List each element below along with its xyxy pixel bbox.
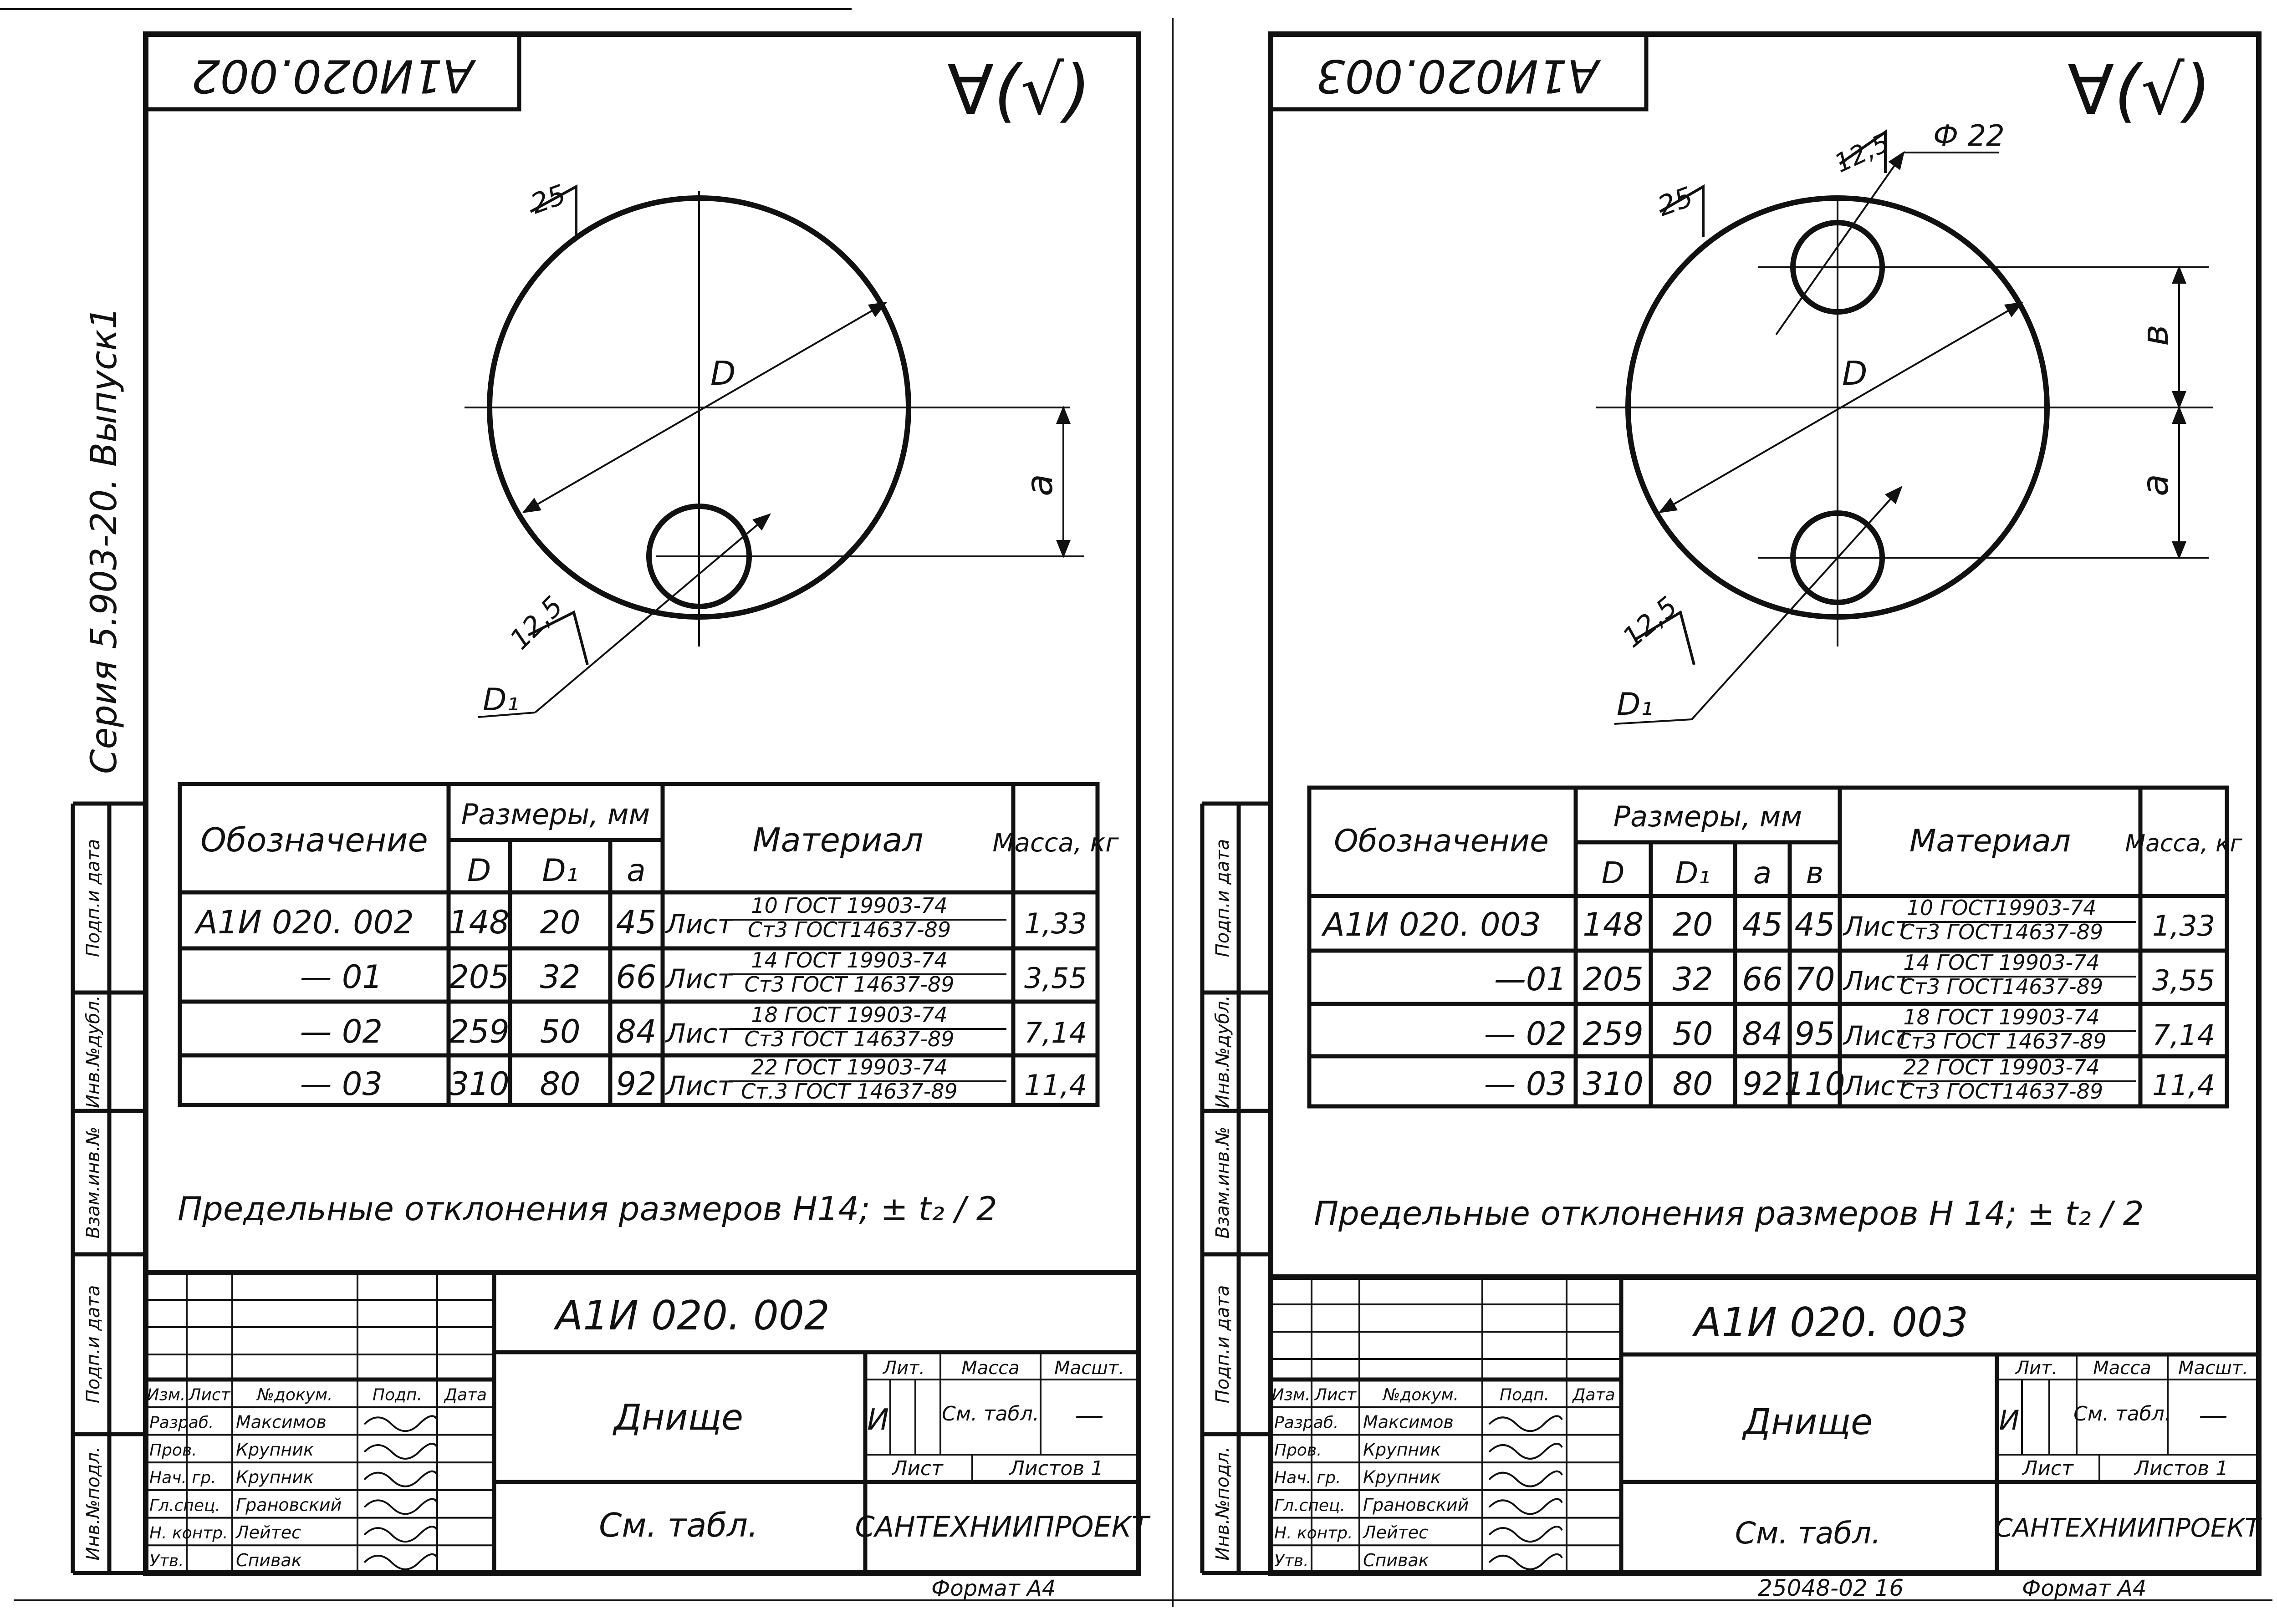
- part-drawing: [1596, 119, 2213, 724]
- tb-sheet: Лист: [892, 1457, 943, 1480]
- tb-person: Грановский: [1363, 1495, 1469, 1515]
- th-col-a: a: [627, 853, 646, 889]
- margin-label: Подп.и дата: [1212, 839, 1233, 957]
- signature: [364, 1554, 437, 1569]
- stamp-text: А1И020.002: [191, 49, 474, 103]
- label-d1: D₁: [483, 682, 519, 718]
- cell-material-kind: Лист: [666, 909, 733, 940]
- tb-name: Днище: [1743, 1402, 1873, 1443]
- tb-col-header: Подп.: [1500, 1385, 1549, 1405]
- cell-material-num: 18 ГОСТ 19903-74: [751, 1003, 948, 1027]
- tb-mass: Масса: [2093, 1358, 2151, 1379]
- tb-role: Нач. гр.: [149, 1468, 216, 1487]
- signature: [1489, 1444, 1562, 1459]
- tb-person: Спивак: [1363, 1550, 1429, 1570]
- signature: [364, 1471, 437, 1487]
- cell-mass: 7,14: [2152, 1018, 2216, 1052]
- signature: [1489, 1471, 1562, 1487]
- signature: [1489, 1527, 1562, 1542]
- margin-label: Подп.и дата: [1212, 1285, 1233, 1404]
- tb-role: Нач. гр.: [1274, 1468, 1341, 1487]
- tb-role: Утв.: [1274, 1551, 1309, 1570]
- cell-d1: 80: [1672, 1065, 1713, 1103]
- tb-material: См. табл.: [599, 1506, 758, 1544]
- th-designation: Обозначение: [200, 821, 428, 859]
- roughness-mark: ∀(√): [2068, 51, 2211, 130]
- cell-a: 84: [1742, 1015, 1783, 1053]
- cell-d: 205: [1583, 961, 1644, 998]
- tb-lit-value: И: [1999, 1405, 2020, 1436]
- cell-material-den: Ст3 ГОСТ 14637-89: [744, 972, 955, 997]
- roughness-mark: ∀(√): [947, 51, 1091, 130]
- margin-label: Инв.№дубл.: [1212, 995, 1233, 1109]
- tb-scale-value: —: [1075, 1399, 1104, 1432]
- tb-lit-value: И: [867, 1403, 889, 1437]
- cell-material-kind: Лист: [1843, 911, 1910, 942]
- cell-d: 148: [449, 904, 510, 941]
- tb-lit: Лит.: [883, 1358, 925, 1379]
- cell-designation: — 03: [1484, 1065, 1567, 1103]
- cell-d: 310: [449, 1065, 510, 1103]
- cell-material-kind: Лист: [1843, 1020, 1910, 1051]
- margin-label: Инв.№подл.: [83, 1446, 104, 1561]
- cell-d1: 20: [1672, 906, 1713, 943]
- tb-person: Лейтес: [1363, 1522, 1429, 1543]
- tb-person: Максимов: [1363, 1412, 1454, 1432]
- th-material: Материал: [752, 821, 924, 859]
- cell-a: 84: [616, 1013, 657, 1050]
- tb-col-header: Изм.: [147, 1385, 186, 1405]
- tb-person: Крупник: [1363, 1467, 1441, 1487]
- signature: [364, 1416, 437, 1431]
- cell-material-num: 10 ГОСТ 19903-74: [751, 893, 948, 918]
- tb-col-header: Подп.: [373, 1385, 422, 1405]
- th-col-d: D: [467, 853, 491, 889]
- cell-b: 95: [1794, 1015, 1835, 1053]
- cell-material-num: 10 ГОСТ19903-74: [1906, 896, 2097, 920]
- cell-mass: 3,55: [1024, 962, 1087, 995]
- cell-material-num: 22 ГОСТ 19903-74: [751, 1055, 948, 1079]
- cell-a: 45: [616, 904, 657, 941]
- tb-role: Пров.: [149, 1441, 197, 1460]
- tb-sheets: Листов 1: [1009, 1457, 1104, 1480]
- tb-code: А1И 020. 003: [1694, 1299, 1968, 1346]
- dim-12-5: 12,5: [504, 590, 570, 656]
- cell-d: 205: [449, 958, 510, 996]
- cell-a: 92: [1742, 1065, 1783, 1103]
- tb-person: Спивак: [236, 1550, 302, 1570]
- margin-label: Инв.№подл.: [1212, 1446, 1233, 1561]
- dim-12-5-top: 12,5: [1830, 128, 1894, 179]
- tb-person: Грановский: [236, 1495, 342, 1515]
- tb-person: Крупник: [236, 1439, 314, 1460]
- tb-col-header: Лист: [1314, 1385, 1357, 1405]
- dim-12-5-bottom: 12,5: [1616, 590, 1684, 654]
- cell-material-kind: Лист: [1843, 966, 1910, 997]
- cell-material-den: Ст3 ГОСТ14637-89: [1899, 974, 2103, 999]
- margin-label: Подп.и дата: [83, 1285, 104, 1404]
- cell-material-num: 14 ГОСТ 19903-74: [1903, 950, 2100, 975]
- tb-scale-value: —: [2199, 1399, 2228, 1432]
- tb-sheet: Лист: [2022, 1457, 2073, 1480]
- cell-d1: 50: [1672, 1015, 1713, 1053]
- dim-25: 25: [1654, 181, 1697, 223]
- cell-a: 45: [1742, 906, 1783, 943]
- cell-d: 259: [1583, 1015, 1644, 1053]
- cell-designation: — 02: [300, 1013, 383, 1050]
- tb-role: Гл.спец.: [149, 1496, 220, 1515]
- cell-d1: 32: [1672, 961, 1713, 998]
- tb-col-header: Лист: [189, 1385, 230, 1405]
- tb-scale: Масшт.: [2178, 1358, 2248, 1379]
- tb-col-header: Дата: [444, 1385, 487, 1405]
- tolerance-note: Предельные отклонения размеров Н14; ± t₂ / 2: [178, 1190, 997, 1228]
- tb-role: Пров.: [1274, 1441, 1322, 1460]
- cell-mass: 7,14: [1024, 1016, 1087, 1049]
- cell-material-den: Ст3 ГОСТ14637-89: [1899, 920, 2103, 944]
- cell-mass: 1,33: [1024, 907, 1087, 940]
- cell-material-num: 18 ГОСТ 19903-74: [1903, 1005, 2100, 1029]
- tb-person: Крупник: [236, 1467, 314, 1487]
- cell-designation: —01: [1494, 961, 1567, 998]
- tolerance-note: Предельные отклонения размеров Н 14; ± t₂ / 2: [1314, 1194, 2144, 1232]
- signature: [1489, 1554, 1562, 1569]
- cell-d1: 20: [540, 904, 581, 941]
- dim-a: a: [1018, 473, 1061, 496]
- cell-d: 259: [449, 1013, 510, 1050]
- stamp-text: А1И020.003: [1316, 49, 1599, 103]
- label-d: D: [710, 354, 736, 392]
- part-drawing: [465, 178, 1084, 718]
- cell-designation: А1И 020. 003: [1323, 906, 1541, 943]
- margin-label: Подп.и дата: [83, 839, 104, 957]
- cell-b: 110: [1784, 1065, 1845, 1103]
- title-block: [1271, 1277, 2262, 1573]
- tb-lit: Лит.: [2015, 1358, 2058, 1379]
- cell-material-den: Ст3 ГОСТ14637-89: [1899, 1079, 2103, 1104]
- th-col-d: D: [1601, 855, 1625, 891]
- tb-role: Разраб.: [1274, 1413, 1339, 1432]
- cell-designation: А1И 020. 002: [196, 904, 414, 941]
- tb-scale: Масшт.: [1054, 1358, 1124, 1379]
- th-sizes: Размеры, мм: [1613, 800, 1802, 833]
- label-d: D: [1842, 354, 1868, 392]
- cell-mass: 11,4: [1024, 1069, 1087, 1102]
- cell-a: 66: [616, 958, 657, 996]
- th-designation: Обозначение: [1334, 823, 1549, 859]
- signature: [364, 1444, 437, 1459]
- tb-role: Н. контр.: [149, 1524, 228, 1543]
- margin-label: Взам.инв.№: [83, 1126, 104, 1239]
- tb-role: Гл.спец.: [1274, 1496, 1345, 1515]
- cell-designation: — 03: [300, 1065, 383, 1103]
- tb-role: Разраб.: [149, 1413, 214, 1432]
- tb-col-header: Дата: [1572, 1385, 1615, 1405]
- cell-material-num: 14 ГОСТ 19903-74: [751, 948, 948, 972]
- tb-sheets: Листов 1: [2134, 1457, 2229, 1480]
- format-label: Формат А4: [2022, 1576, 2147, 1601]
- margin-label: Инв.№дубл.: [83, 995, 104, 1109]
- cell-material-den: Ст3 ГОСТ 14637-89: [744, 1027, 955, 1051]
- tb-col-header: №докум.: [1383, 1385, 1459, 1405]
- series-caption: Серия 5.903-20. Выпуск1: [84, 306, 125, 774]
- tb-mass: Масса: [961, 1358, 1020, 1379]
- cell-material-kind: Лист: [666, 1070, 733, 1101]
- signature: [1489, 1499, 1562, 1514]
- tb-mass-value: См. табл.: [2073, 1402, 2171, 1425]
- cell-mass: 1,33: [2152, 909, 2216, 942]
- th-col-b: в: [1806, 855, 1824, 891]
- bottom-note: 25048-02 16: [1758, 1575, 1904, 1601]
- th-mass: Масса, кг: [2125, 830, 2242, 857]
- cell-material-kind: Лист: [666, 963, 733, 994]
- sheet-right: [1271, 34, 2262, 1601]
- margin-label: Взам.инв.№: [1212, 1126, 1233, 1239]
- tb-col-header: Изм.: [1271, 1385, 1311, 1405]
- cell-material-num: 22 ГОСТ 19903-74: [1903, 1055, 2100, 1079]
- tb-material: См. табл.: [1735, 1516, 1881, 1551]
- dim-phi-22: Ф 22: [1933, 119, 2005, 153]
- cell-designation: — 02: [1484, 1015, 1567, 1053]
- tb-person: Лейтес: [236, 1522, 301, 1543]
- tb-col-header: №докум.: [257, 1385, 333, 1405]
- cell-d: 148: [1583, 906, 1644, 943]
- signature: [364, 1499, 437, 1514]
- cell-b: 45: [1794, 906, 1835, 943]
- tb-code: А1И 020. 002: [556, 1292, 830, 1339]
- dim-a: a: [2134, 473, 2176, 496]
- cell-material-kind: Лист: [1843, 1070, 1910, 1101]
- signature: [364, 1527, 437, 1542]
- tb-org: САНТЕХНИИПРОЕКТ: [855, 1510, 1149, 1543]
- dim-25: 25: [526, 178, 570, 221]
- tb-person: Крупник: [1363, 1439, 1441, 1460]
- tb-name: Днище: [613, 1397, 744, 1438]
- label-d1: D₁: [1617, 687, 1653, 723]
- cell-mass: 11,4: [2152, 1069, 2216, 1102]
- th-material: Материал: [1909, 823, 2071, 859]
- cell-a: 66: [1742, 961, 1783, 998]
- spec-table: [180, 784, 1119, 1105]
- th-col-a: a: [1753, 855, 1772, 891]
- sheet-left: [146, 34, 1151, 1601]
- spec-table: [1309, 788, 2242, 1106]
- cell-a: 92: [616, 1065, 657, 1103]
- th-sizes: Размеры, мм: [461, 798, 650, 831]
- title-block: [146, 1273, 1151, 1573]
- cell-material-den: Ст3 ГОСТ 14637-89: [1896, 1029, 2107, 1054]
- cell-material-kind: Лист: [666, 1018, 733, 1049]
- cell-designation: — 01: [300, 958, 383, 996]
- cell-d1: 80: [540, 1065, 581, 1103]
- tb-role: Утв.: [149, 1551, 184, 1570]
- cell-d1: 32: [540, 958, 581, 996]
- tb-person: Максимов: [236, 1412, 327, 1432]
- cell-mass: 3,55: [2152, 964, 2216, 997]
- tb-org: САНТЕХНИИПРОЕКТ: [1995, 1513, 2261, 1543]
- signature: [1489, 1416, 1562, 1431]
- th-mass: Масса, кг: [992, 828, 1119, 858]
- tb-role: Н. контр.: [1274, 1524, 1353, 1543]
- th-col-d1: D₁: [1675, 855, 1710, 891]
- cell-d1: 50: [540, 1013, 581, 1050]
- cell-d: 310: [1583, 1065, 1644, 1103]
- cell-material-den: Ст.3 ГОСТ 14637-89: [741, 1079, 958, 1104]
- dim-b: в: [2134, 324, 2176, 346]
- th-col-d1: D₁: [542, 853, 578, 889]
- tb-mass-value: См. табл.: [942, 1402, 1039, 1425]
- format-label: Формат А4: [931, 1576, 1056, 1601]
- cell-b: 70: [1794, 961, 1835, 998]
- cell-material-den: Ст3 ГОСТ14637-89: [747, 917, 951, 942]
